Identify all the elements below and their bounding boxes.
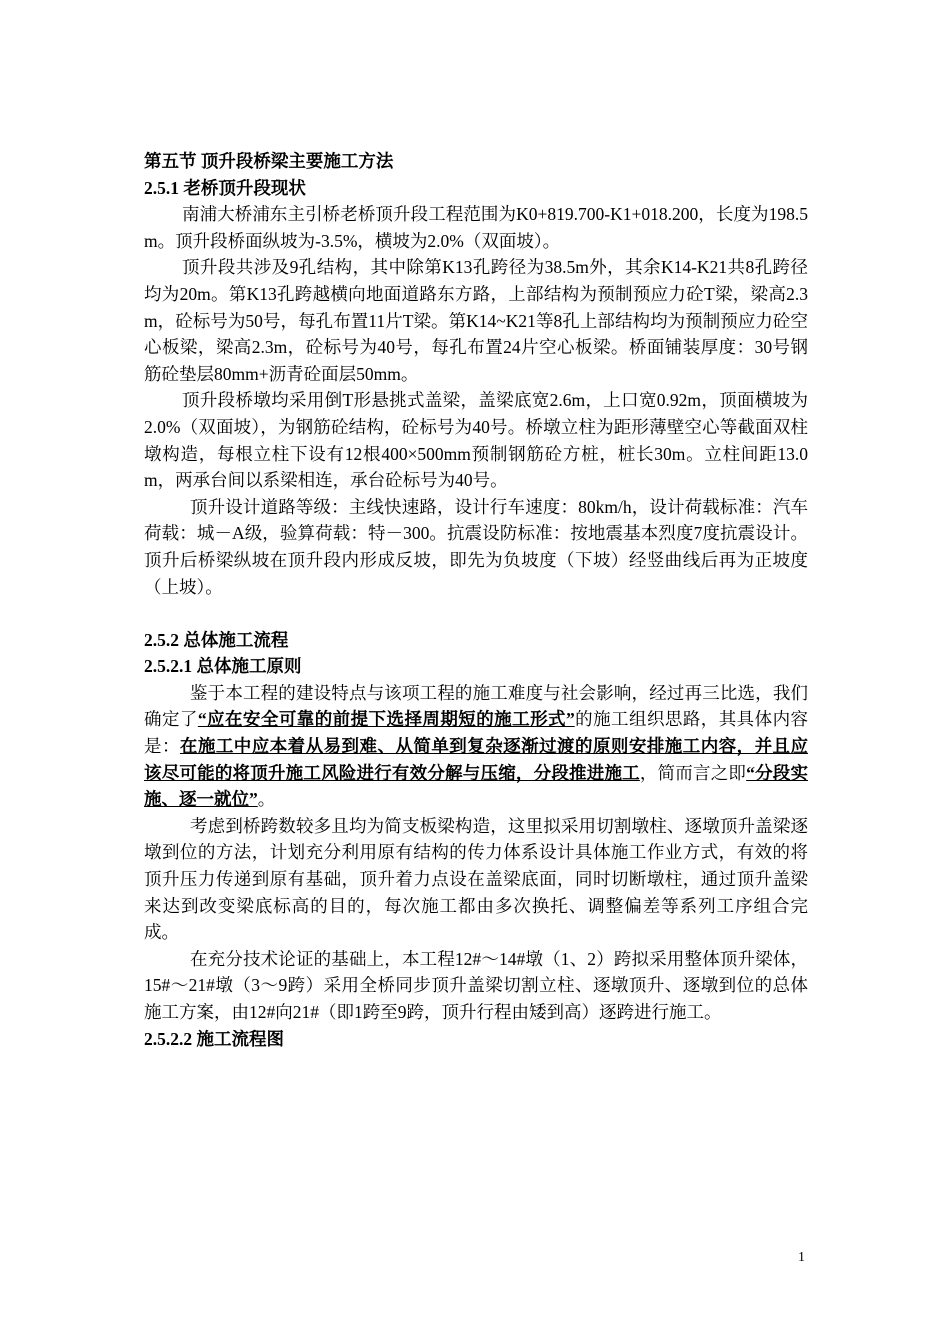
text-run: ，简而言之即 [639,762,747,783]
text-run: 的施工组织思路，其具体内容是： [144,709,809,757]
page-number: 1 [798,1250,805,1265]
heading-2-5-2-1: 2.5.2.1 总体施工原则 [144,656,302,677]
text-run: 。 [257,789,276,810]
paragraph: 顶升段共涉及9孔结构，其中除第K13孔跨径为38.5m外，其余K14-K21共8孔跨径均为20m。第K13孔跨越横向地面道路东方路，上部结构为预制预应力砼T梁，梁高2.3m，砼标号为50号，每孔布置11片T梁。第K14~K21等8孔上部结构均为预制预应力砼空心板梁，梁高2.3m，砼标号为40号，每孔布置24片空心板梁。桥面铺装厚度：30号钢筋砼垫层80mm+沥青砼面层50mm。 [144,257,808,384]
heading-2-5-2: 2.5.2 总体施工流程 [144,629,289,650]
blank-line [144,600,808,627]
paragraph: 南浦大桥浦东主引桥老桥顶升段工程范围为K0+819.700-K1+018.200，长度为198.5m。顶升段桥面纵坡为-3.5%，横坡为2.0%（双面坡）。 [144,204,808,251]
emphasis-text: 在施工中应本着从易到难、从简单到复杂逐渐过渡的原则安排施工内容，并且应该尽可能的将顶升施工风险进行有效分解与压缩，分段推进施工 [144,736,809,783]
paragraph: 考虑到桥跨数较多且均为简支板梁构造，这里拟采用切割墩柱、逐墩顶升盖梁逐墩到位的方法，计划充分利用原有结构的传力体系设计具体施工作业方式，有效的将顶升压力传递到原有基础，顶升着力点设在盖梁底面，同时切断墩柱，通过顶升盖梁来达到改变梁底标高的目的，每次施工都由多次换托、调整偏差等系列工序组合完成。 [144,815,808,943]
paragraph: 在充分技术论证的基础上，本工程12#～14#墩（1、2）跨拟采用整体顶升梁体，15#～21#墩（3～9跨）采用全桥同步顶升盖梁切割立柱、逐墩顶升、逐墩到位的总体施工方案，由12#向21#（即1跨至9跨，顶升行程由矮到高）逐跨进行施工。 [144,948,808,1022]
heading-2-5-2-2: 2.5.2.2 施工流程图 [144,1028,284,1049]
text-run: 鉴于本工程的建设特点与该项工程的施工难度与社会影响，经过再三比选，我们确定了 [144,682,808,730]
paragraph: 顶升设计道路等级：主线快速路，设计行车速度：80km/h，设计荷载标准：汽车荷载：城－A级，验算荷载：特－300。抗震设防标准：按地震基本烈度7度抗震设计。顶升后桥梁纵坡在顶升段内形成反坡，即先为负坡度（下坡）经竖曲线后再为正坡度（上坡）。 [144,496,808,597]
emphasis-text: “分段实施、逐一就位” [144,762,809,810]
emphasis-text: “应在安全可靠的前提下选择周期短的施工形式” [197,709,575,730]
section-title: 第五节 顶升段桥梁主要施工方法 [144,151,394,171]
paragraph: 顶升段桥墩均采用倒T形悬挑式盖梁，盖梁底宽2.6m，上口宽0.92m，顶面横坡为2.0%（双面坡），为钢筋砼结构，砼标号为40号。桥墩立柱为距形薄壁空心等截面双柱墩构造，每根立柱下设有12根400×500mm预制钢筋砼方桩，桩长30m。立柱间距13.0m，两承台间以系梁相连，承台砼标号为40号。 [144,390,808,491]
document-body [144,148,808,1052]
heading-2-5-1: 2.5.1 老桥顶升段现状 [144,177,306,198]
paragraph-principle [144,680,808,813]
